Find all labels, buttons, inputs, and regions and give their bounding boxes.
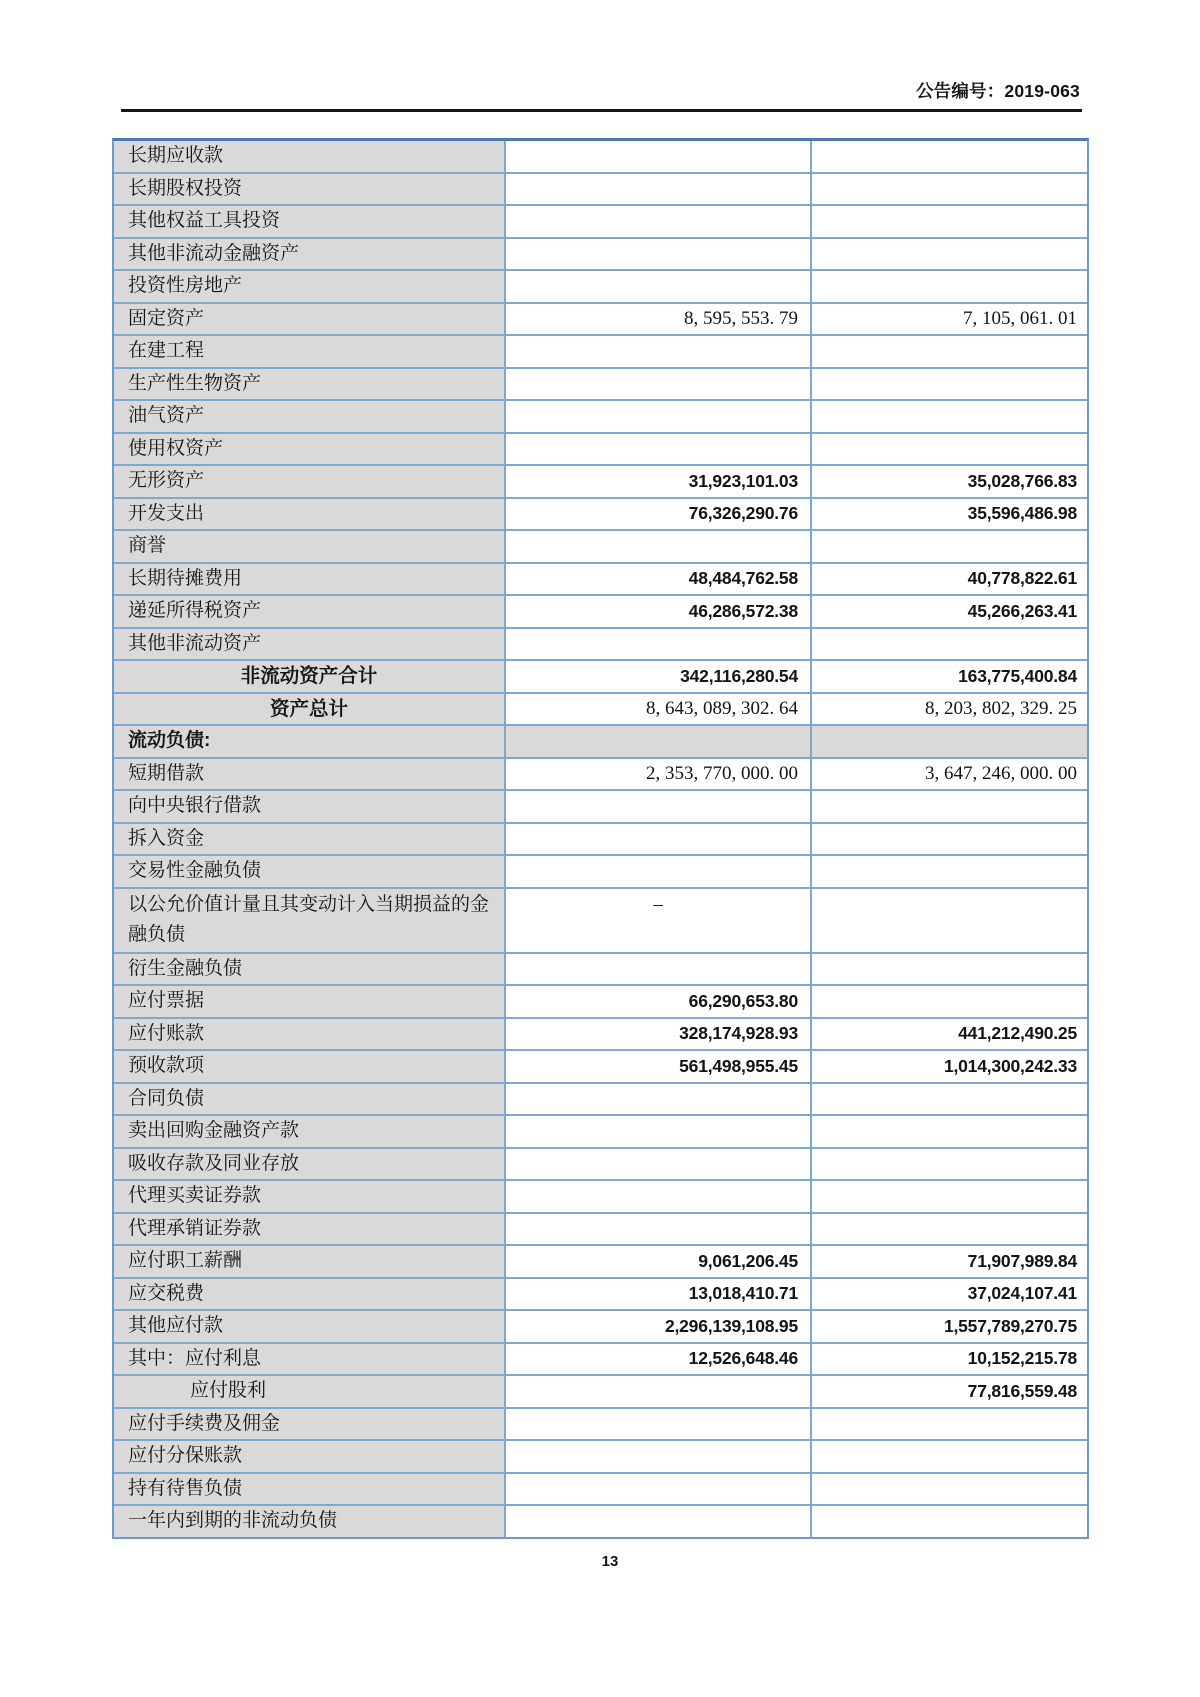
row-current-period-value: 13,018,410.71 xyxy=(504,1279,810,1310)
row-label: 使用权资产 xyxy=(128,437,224,459)
row-current-period-value xyxy=(504,239,810,270)
row-label: 持有待售负债 xyxy=(128,1477,243,1499)
row-current-period-value xyxy=(504,271,810,302)
row-label-cell xyxy=(114,889,504,952)
row-label-cell xyxy=(114,1344,504,1375)
row-prior-period-value: 163,775,400.84 xyxy=(810,661,1087,692)
row-label-cell xyxy=(114,954,504,985)
row-current-period-value xyxy=(504,954,810,985)
row-prior-period-value xyxy=(810,1116,1087,1147)
row-label: 其他权益工具投资 xyxy=(128,210,281,232)
table-row xyxy=(114,432,1087,465)
row-prior-period-value: 71,907,989.84 xyxy=(810,1246,1087,1277)
row-prior-period-value xyxy=(810,271,1087,302)
row-label-cell xyxy=(114,1441,504,1472)
row-label-cell xyxy=(114,759,504,790)
row-prior-period-value xyxy=(810,1181,1087,1212)
row-current-period-value: 66,290,653.80 xyxy=(504,986,810,1017)
row-label: 卖出回购金融资产款 xyxy=(128,1120,300,1142)
row-prior-period-value xyxy=(810,954,1087,985)
table-row xyxy=(114,399,1087,432)
row-label-cell xyxy=(114,1311,504,1342)
row-prior-period-value xyxy=(810,856,1087,887)
row-label: 固定资产 xyxy=(128,307,205,329)
row-label: 应付手续费及佣金 xyxy=(128,1412,281,1434)
table-row xyxy=(114,692,1087,725)
row-prior-period-value: 3, 647, 246, 000. 00 xyxy=(810,759,1087,790)
table-row xyxy=(114,1082,1087,1115)
table-row xyxy=(114,172,1087,205)
row-label-cell xyxy=(114,531,504,562)
row-label-cell xyxy=(114,1019,504,1050)
table-row xyxy=(114,984,1087,1017)
row-label-cell xyxy=(114,499,504,530)
row-label-cell xyxy=(114,1246,504,1277)
table-row xyxy=(114,952,1087,985)
row-label-cell xyxy=(114,174,504,205)
table-row xyxy=(114,757,1087,790)
table-row xyxy=(114,1407,1087,1440)
table-row xyxy=(114,1342,1087,1375)
row-label: 合同负债 xyxy=(128,1087,205,1109)
row-label-cell xyxy=(114,1376,504,1407)
row-current-period-value xyxy=(504,1506,810,1537)
table-row xyxy=(114,659,1087,692)
row-current-period-value: 12,526,648.46 xyxy=(504,1344,810,1375)
row-prior-period-value xyxy=(810,1474,1087,1505)
row-label-cell xyxy=(114,824,504,855)
row-label-cell xyxy=(114,141,504,172)
balance-table-body xyxy=(114,141,1087,1537)
row-current-period-value xyxy=(504,726,810,757)
row-label: 应付职工薪酬 xyxy=(128,1250,243,1272)
row-current-period-value xyxy=(504,824,810,855)
table-row xyxy=(114,627,1087,660)
row-label-cell xyxy=(114,596,504,627)
row-label: 短期借款 xyxy=(128,762,205,784)
table-row xyxy=(114,1309,1087,1342)
row-prior-period-value xyxy=(810,726,1087,757)
table-row xyxy=(114,789,1087,822)
row-current-period-value: 328,174,928.93 xyxy=(504,1019,810,1050)
row-current-period-value xyxy=(504,401,810,432)
row-label: 应付分保账款 xyxy=(128,1445,243,1467)
row-label-cell xyxy=(114,336,504,367)
page-number: 13 xyxy=(601,1553,619,1570)
table-row xyxy=(114,367,1087,400)
row-prior-period-value: 10,152,215.78 xyxy=(810,1344,1087,1375)
row-label: 生产性生物资产 xyxy=(128,372,262,394)
row-prior-period-value xyxy=(810,369,1087,400)
row-label: 其他非流动金融资产 xyxy=(128,242,300,264)
row-label-cell xyxy=(114,661,504,692)
table-row xyxy=(114,1179,1087,1212)
row-label-cell xyxy=(114,1474,504,1505)
row-prior-period-value xyxy=(810,1441,1087,1472)
row-current-period-value: 9,061,206.45 xyxy=(504,1246,810,1277)
row-label-cell xyxy=(114,1506,504,1537)
row-current-period-value: 342,116,280.54 xyxy=(504,661,810,692)
row-prior-period-value xyxy=(810,531,1087,562)
row-prior-period-value xyxy=(810,824,1087,855)
row-label: 资产总计 xyxy=(269,697,348,720)
row-label-cell xyxy=(114,694,504,725)
row-prior-period-value: 37,024,107.41 xyxy=(810,1279,1087,1310)
row-prior-period-value xyxy=(810,1149,1087,1180)
table-row xyxy=(114,204,1087,237)
row-prior-period-value xyxy=(810,791,1087,822)
table-row xyxy=(114,1472,1087,1505)
row-label: 递延所得税资产 xyxy=(128,600,262,622)
row-current-period-value xyxy=(504,369,810,400)
table-row xyxy=(114,724,1087,757)
row-prior-period-value xyxy=(810,1409,1087,1440)
row-label-cell xyxy=(114,1149,504,1180)
table-row xyxy=(114,594,1087,627)
row-current-period-value: 31,923,101.03 xyxy=(504,466,810,497)
row-label-cell xyxy=(114,466,504,497)
row-current-period-value xyxy=(504,1441,810,1472)
row-label: 衍生金融负债 xyxy=(128,957,243,979)
table-row xyxy=(114,1049,1087,1082)
row-label: 代理买卖证券款 xyxy=(128,1185,262,1207)
row-current-period-value: 561,498,955.45 xyxy=(504,1051,810,1082)
row-current-period-value xyxy=(504,531,810,562)
row-prior-period-value xyxy=(810,629,1087,660)
row-label: 其中：应付利息 xyxy=(128,1347,262,1369)
row-current-period-value: 8, 595, 553. 79 xyxy=(504,304,810,335)
row-label: 一年内到期的非流动负债 xyxy=(128,1510,338,1532)
row-prior-period-value: 40,778,822.61 xyxy=(810,564,1087,595)
row-current-period-value: – xyxy=(504,889,810,952)
row-prior-period-value: 1,014,300,242.33 xyxy=(810,1051,1087,1082)
row-label-cell xyxy=(114,206,504,237)
row-label: 应付账款 xyxy=(128,1022,205,1044)
row-prior-period-value: 8, 203, 802, 329. 25 xyxy=(810,694,1087,725)
row-label: 向中央银行借款 xyxy=(128,795,262,817)
row-label: 应付票据 xyxy=(128,990,205,1012)
row-prior-period-value: 1,557,789,270.75 xyxy=(810,1311,1087,1342)
row-label: 交易性金融负债 xyxy=(128,860,262,882)
table-row xyxy=(114,1439,1087,1472)
row-label-cell xyxy=(114,1084,504,1115)
row-current-period-value xyxy=(504,629,810,660)
row-label: 应付股利 xyxy=(190,1380,267,1402)
row-label-cell xyxy=(114,271,504,302)
row-current-period-value: 76,326,290.76 xyxy=(504,499,810,530)
row-prior-period-value xyxy=(810,401,1087,432)
row-label: 油气资产 xyxy=(128,405,205,427)
table-row xyxy=(114,1244,1087,1277)
row-current-period-value xyxy=(504,1376,810,1407)
table-row xyxy=(114,237,1087,270)
row-prior-period-value xyxy=(810,174,1087,205)
row-label: 应交税费 xyxy=(128,1282,205,1304)
row-label: 其他非流动资产 xyxy=(128,632,262,654)
table-row xyxy=(114,1374,1087,1407)
row-current-period-value xyxy=(504,206,810,237)
row-prior-period-value xyxy=(810,1214,1087,1245)
row-label-cell xyxy=(114,1051,504,1082)
balance-sheet-table xyxy=(112,138,1089,1539)
table-row xyxy=(114,1114,1087,1147)
row-label: 其他应付款 xyxy=(128,1315,224,1337)
row-label-cell xyxy=(114,1279,504,1310)
row-prior-period-value: 441,212,490.25 xyxy=(810,1019,1087,1050)
row-prior-period-value xyxy=(810,141,1087,172)
row-current-period-value xyxy=(504,791,810,822)
row-label-cell xyxy=(114,401,504,432)
table-row xyxy=(114,141,1087,172)
row-current-period-value xyxy=(504,1409,810,1440)
row-label: 长期应收款 xyxy=(128,145,224,167)
row-prior-period-value: 77,816,559.48 xyxy=(810,1376,1087,1407)
row-current-period-value: 2,296,139,108.95 xyxy=(504,1311,810,1342)
row-label: 拆入资金 xyxy=(128,827,205,849)
table-row xyxy=(114,887,1087,952)
row-current-period-value xyxy=(504,141,810,172)
table-row xyxy=(114,1147,1087,1180)
row-label: 无形资产 xyxy=(128,470,205,492)
row-current-period-value xyxy=(504,1181,810,1212)
row-prior-period-value xyxy=(810,1084,1087,1115)
row-current-period-value xyxy=(504,174,810,205)
table-row xyxy=(114,1212,1087,1245)
row-label: 长期股权投资 xyxy=(128,177,243,199)
table-row xyxy=(114,529,1087,562)
row-label-cell xyxy=(114,1116,504,1147)
announcement-number: 公告编号：2019-063 xyxy=(915,81,1080,101)
row-prior-period-value xyxy=(810,206,1087,237)
table-row xyxy=(114,464,1087,497)
row-label-cell xyxy=(114,369,504,400)
row-prior-period-value: 45,266,263.41 xyxy=(810,596,1087,627)
header-rule xyxy=(121,109,1082,112)
row-prior-period-value xyxy=(810,986,1087,1017)
row-label-cell xyxy=(114,434,504,465)
row-label: 非流动资产合计 xyxy=(240,665,378,688)
row-label-cell xyxy=(114,629,504,660)
row-label: 以公允价值计量且其变动计入当期损益的金融负债 xyxy=(128,894,490,945)
row-current-period-value xyxy=(504,1116,810,1147)
row-prior-period-value xyxy=(810,889,1087,952)
table-row xyxy=(114,562,1087,595)
row-prior-period-value xyxy=(810,434,1087,465)
row-current-period-value xyxy=(504,1149,810,1180)
row-label-cell xyxy=(114,856,504,887)
row-current-period-value: 46,286,572.38 xyxy=(504,596,810,627)
row-current-period-value xyxy=(504,1214,810,1245)
row-current-period-value: 8, 643, 089, 302. 64 xyxy=(504,694,810,725)
row-label: 预收款项 xyxy=(128,1055,205,1077)
row-prior-period-value xyxy=(810,1506,1087,1537)
table-row xyxy=(114,822,1087,855)
table-row xyxy=(114,1277,1087,1310)
row-current-period-value xyxy=(504,1474,810,1505)
row-label-cell xyxy=(114,1214,504,1245)
row-current-period-value xyxy=(504,336,810,367)
table-row xyxy=(114,334,1087,367)
row-prior-period-value xyxy=(810,239,1087,270)
row-current-period-value xyxy=(504,856,810,887)
row-label-cell xyxy=(114,239,504,270)
row-label-cell xyxy=(114,986,504,1017)
row-label: 长期待摊费用 xyxy=(128,567,243,589)
row-current-period-value xyxy=(504,434,810,465)
row-label: 在建工程 xyxy=(128,340,205,362)
row-prior-period-value: 7, 105, 061. 01 xyxy=(810,304,1087,335)
row-current-period-value: 2, 353, 770, 000. 00 xyxy=(504,759,810,790)
row-label: 流动负债: xyxy=(128,730,211,752)
table-row xyxy=(114,302,1087,335)
row-label-cell xyxy=(114,304,504,335)
row-current-period-value xyxy=(504,1084,810,1115)
row-prior-period-value xyxy=(810,336,1087,367)
row-label-cell xyxy=(114,1181,504,1212)
row-label: 代理承销证券款 xyxy=(128,1217,262,1239)
row-prior-period-value: 35,028,766.83 xyxy=(810,466,1087,497)
row-label-cell xyxy=(114,791,504,822)
row-label-cell xyxy=(114,1409,504,1440)
row-label: 开发支出 xyxy=(128,502,205,524)
row-label: 吸收存款及同业存放 xyxy=(128,1152,300,1174)
table-row xyxy=(114,1504,1087,1537)
table-row xyxy=(114,854,1087,887)
row-prior-period-value: 35,596,486.98 xyxy=(810,499,1087,530)
row-label: 商誉 xyxy=(128,535,167,557)
table-row xyxy=(114,497,1087,530)
table-row xyxy=(114,269,1087,302)
row-current-period-value: 48,484,762.58 xyxy=(504,564,810,595)
row-label: 投资性房地产 xyxy=(128,275,243,297)
row-label-cell xyxy=(114,726,504,757)
row-label-cell xyxy=(114,564,504,595)
table-row xyxy=(114,1017,1087,1050)
